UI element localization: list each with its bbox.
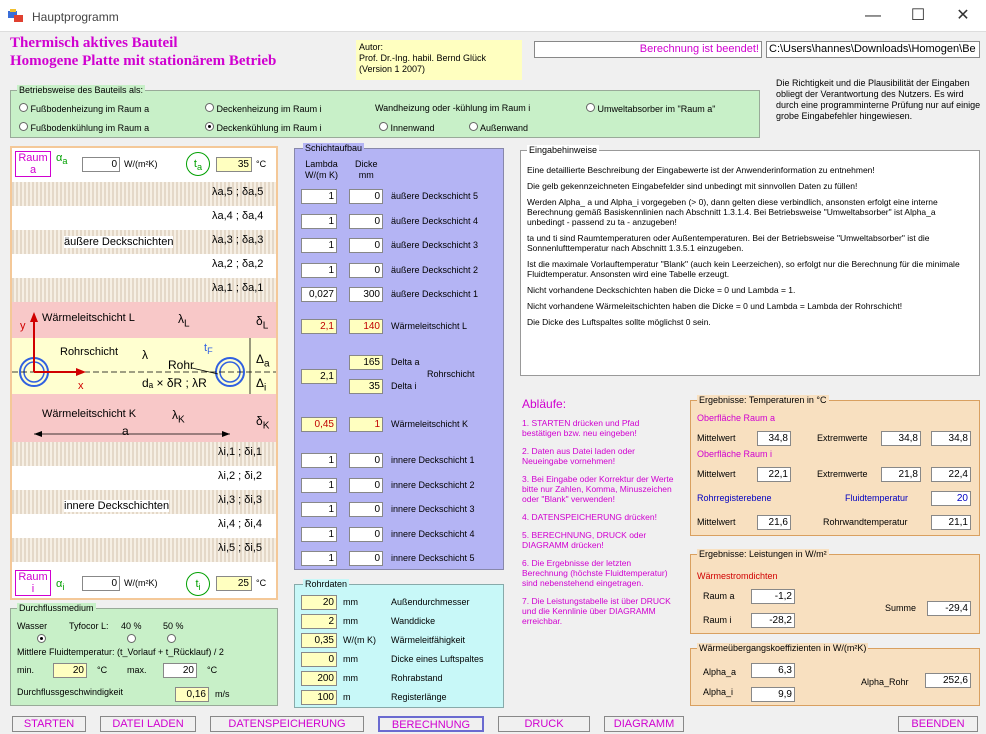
surface-a-label: Oberfläche Raum a [697, 413, 776, 423]
inner-layer-2-label: λi,2 ; δi,2 [218, 470, 263, 482]
alpha-a-unit: W/(m²K) [124, 159, 158, 169]
start-button[interactable]: STARTEN [12, 716, 86, 732]
outer-thickness-input[interactable]: 0 [349, 214, 383, 229]
wall-label: Wandheizung oder -kühlung im Raum i [375, 103, 531, 113]
lambda-l-label: $\lambda_L$ [178, 312, 190, 330]
medium-legend: Durchflussmedium [19, 603, 94, 613]
pipe-data-unit: mm [343, 654, 358, 664]
maximize-button[interactable]: ☐ [910, 7, 926, 24]
extreme-i-label: Extremwerte [817, 469, 868, 479]
fluid-temp-label: Mittlere Fluidtemperatur: (t_Vorlauf + t_Rücklauf) / 2 [17, 647, 224, 657]
surface-i-label: Oberfläche Raum i [697, 449, 773, 459]
outer-layer-5-label: λa,5 ; δa,5 [212, 186, 264, 198]
pipe-data-input[interactable]: 2 [301, 614, 337, 629]
radio-icon [19, 122, 28, 131]
pipe-data-input[interactable]: 200 [301, 671, 337, 686]
delta-i-label: $\Delta_i$ [256, 376, 267, 394]
results-power-group [690, 549, 980, 634]
alpha-i-input[interactable]: 0 [82, 576, 120, 591]
radio-fbh[interactable]: Fußbodenheizung im Raum a [19, 103, 149, 114]
rohr2-label: Rohr [168, 358, 195, 372]
inner-layer-3-label: λi,3 ; δi,3 [218, 494, 263, 506]
rohr-formula: dₐ × δR ; λR [142, 376, 207, 390]
layer-setup-legend: Schichtaufbau [305, 143, 363, 153]
alpha-i-symbol: $\alpha_i$ [56, 578, 65, 593]
delta-a-input[interactable]: 165 [349, 355, 383, 370]
lambda-header: Lambda W/(m K) [305, 159, 338, 180]
raum-a-box: Raum a [15, 151, 51, 177]
exit-button[interactable]: BEENDEN [898, 716, 978, 732]
pipe-data-unit: mm [343, 616, 358, 626]
input-hints-legend: Eingabehinweise [529, 145, 598, 155]
mode-group [10, 85, 760, 138]
radio-dh[interactable]: Deckenheizung im Raum i [205, 103, 322, 114]
radio-ua[interactable]: Umweltabsorber im "Raum a" [586, 103, 715, 114]
ti-circle: $t_i$ [186, 572, 210, 596]
extreme-a-max: 34,8 [931, 431, 971, 446]
layer-setup-group [294, 143, 504, 570]
alpha-a-result: 6,3 [751, 663, 795, 678]
outer-layer-name: äußere Deckschicht 2 [391, 264, 479, 275]
radio-iw[interactable]: Innenwand [379, 122, 435, 133]
alpha-a-input[interactable]: 0 [82, 157, 120, 172]
hint-paragraph: Werden Alpha_ a und Alpha_i vorgegeben (> 0), dann gelten diese verbindlich, ansonsten erfolgt eine interne Berechnung gemäß Basiskennlinien nach Abschnitt 1.3.1.4. Bei Betriebsweise "Umweltabsorber" ist Alpha_a unbedingt - passend zu ta - anzugeben! [527, 197, 938, 227]
radio-icon [205, 103, 214, 112]
alpha-a-result-label: Alpha_a [703, 667, 737, 677]
pipe-data-input[interactable]: 0,35 [301, 633, 337, 648]
outer-lambda-input[interactable]: 1 [301, 189, 337, 204]
wls-l-name: Wärmeleitschicht L [391, 321, 468, 331]
outer-layer-2-label: λa,2 ; δa,2 [212, 258, 264, 270]
inner-lambda-input[interactable]: 1 [301, 502, 337, 517]
outer-layer-name: äußere Deckschicht 3 [391, 240, 479, 250]
mean-i-value: 22,1 [757, 467, 791, 482]
results-temp-legend: Ergebnisse: Temperaturen in °C [699, 395, 827, 405]
results-alpha-legend: Wärmeübergangskoeffizienten in W/(m²K) [699, 643, 867, 653]
outer-thickness-input[interactable]: 300 [349, 287, 383, 302]
max-temp-input[interactable]: 20 [163, 663, 197, 678]
radio-40[interactable] [127, 634, 136, 643]
ti-unit: °C [256, 578, 267, 588]
inner-layer-1-label: λi,1 ; δi,1 [218, 446, 263, 458]
procedure-step: 1. STARTEN drücken und Pfad bestätigen bzw. neu eingeben! [522, 418, 640, 438]
author-label: Autor: [359, 42, 384, 52]
author-box [356, 40, 522, 80]
hint-paragraph: Die gelb gekennzeichneten Eingabefelder sind unbedingt mit sinnvollen Daten zu füllen! [527, 181, 858, 191]
author-name: Prof. Dr.-Ing. habil. Bernd Glück [359, 53, 487, 63]
wls-k-thickness[interactable]: 1 [349, 417, 383, 432]
inner-layers-label: innere Deckschichten [64, 500, 170, 512]
delta-l-label: $\delta_L$ [256, 314, 269, 332]
results-temp-group [690, 395, 980, 536]
delta-i-input[interactable]: 35 [349, 379, 383, 394]
pipe-data-input[interactable]: 100 [301, 690, 337, 705]
flow-speed-input[interactable]: 0,16 [175, 687, 209, 702]
hint-paragraph: Ist die maximale Vorlauftemperatur "Blank" (auch kein Leerzeichen), so erfolgt nur die Berechnung für die minimale Fluidtemperatur. Ansonsten wird eine Tabelle erzeugt. [527, 259, 960, 279]
flow-speed-label: Durchflussgeschwindigkeit [17, 687, 124, 697]
outer-layer-name: äußere Deckschicht 5 [391, 191, 479, 201]
flow-speed-unit: m/s [215, 689, 230, 699]
mean-r-value: 21,6 [757, 515, 791, 530]
radio-icon [379, 122, 388, 131]
mode-legend: Betriebsweise des Bauteils als: [19, 85, 144, 95]
min-label: min. [17, 665, 35, 675]
radio-icon [19, 103, 28, 112]
procedure-step: 4. DATENSPEICHERUNG drücken! [522, 512, 657, 522]
alpha-i-unit: W/(m²K) [124, 578, 158, 588]
raum-i-box: Raum i [15, 570, 51, 596]
ta-input[interactable]: 35 [216, 157, 252, 172]
outer-lambda-input[interactable]: 1 [301, 238, 337, 253]
pipe-wall-temp: 21,1 [931, 515, 971, 530]
input-hints-text [527, 165, 973, 333]
close-button[interactable]: ✕ [956, 7, 970, 24]
alpha-a-symbol: $\alpha_a$ [56, 152, 68, 167]
hint-paragraph: Die Dicke des Luftspaltes sollte möglichst 0 sein. [527, 317, 711, 327]
x-axis-label: x [78, 380, 84, 392]
wls-k-label: Wärmeleitschicht K [42, 408, 137, 420]
delta-k-label: $\delta_K$ [256, 414, 270, 432]
outer-layer-3-label: λa,3 ; δa,3 [212, 234, 264, 246]
inner-thickness-input[interactable]: 0 [349, 453, 383, 468]
inner-thickness-input[interactable]: 0 [349, 551, 383, 566]
procedure-step: 5. BERECHNUNG, DRUCK oder DIAGRAMM drücken! [522, 530, 647, 550]
ti-input[interactable]: 25 [216, 576, 252, 591]
min-unit: °C [97, 665, 108, 675]
pipe-data-group [294, 579, 504, 708]
wls-k-lambda[interactable]: 0,45 [301, 417, 337, 432]
pipe-data-name: Rohrabstand [391, 673, 443, 683]
mean-a-label: Mittelwert [697, 433, 736, 443]
inner-layer-name: innere Deckschicht 2 [391, 479, 475, 490]
outer-layer-name: äußere Deckschicht 4 [391, 215, 479, 226]
inner-layer-name: innere Deckschicht 4 [391, 528, 475, 539]
wls-l-label: Wärmeleitschicht L [42, 312, 135, 324]
outer-thickness-input[interactable]: 0 [349, 189, 383, 204]
min-temp-input[interactable]: 20 [53, 663, 87, 678]
alpha-rohr-label: Alpha_Rohr [861, 677, 909, 687]
pipe-drawing [12, 308, 276, 398]
disclaimer-text: Die Richtigkeit und die Plausibilität der Eingaben obliegt der Verantwortung des Nutzers. Es wird durch eine programminterne Prüfung nur auf einige grobe Eingabefehler hingewiesen. [776, 78, 981, 121]
tyfocor-label: Tyfocor L: [69, 621, 109, 631]
radio-50[interactable] [167, 634, 176, 643]
wls-k-name: Wärmeleitschicht K [391, 419, 469, 429]
path-field[interactable]: C:\Users\hannes\Downloads\Homogen\Be [766, 41, 980, 58]
room-a-power-label: Raum a [703, 591, 735, 601]
radio-icon [469, 122, 478, 131]
wls-l-lambda[interactable]: 2,1 [301, 319, 337, 334]
procedure-step: 7. Die Leistungstabelle ist über DRUCK und die Kennlinie über DIAGRAMM erreichbar. [522, 596, 671, 626]
pipe-wall-temp-label: Rohrwandtemperatur [823, 517, 908, 527]
pipe-data-name: Außendurchmesser [391, 597, 470, 607]
inner-layer-name: innere Deckschicht 5 [391, 553, 475, 563]
alpha-rohr-result: 252,6 [925, 673, 971, 688]
sum-label: Summe [885, 603, 917, 613]
radio-icon [586, 103, 595, 112]
procedure-title: Abläufe: [522, 397, 567, 411]
radio-aw[interactable]: Außenwand [469, 122, 528, 133]
pipe-data-unit: W/(m K) [343, 635, 376, 645]
p50-label: 50 % [163, 621, 184, 631]
inner-thickness-input[interactable]: 0 [349, 478, 383, 493]
save-data-button[interactable]: DATENSPEICHERUNG [210, 716, 364, 732]
room-a-power: -1,2 [751, 589, 795, 604]
rohr-lambda-input[interactable]: 2,1 [301, 369, 337, 384]
hint-paragraph: Eine detaillierte Beschreibung der Eingabewerte ist der Anwenderinformation zu entnehmen! [527, 165, 875, 175]
ta-circle: $t_a$ [186, 152, 210, 176]
room-i-power-label: Raum i [703, 615, 732, 625]
extreme-i-max: 22,4 [931, 467, 971, 482]
program-subtitle: Homogene Platte mit stationärem Betrieb [10, 53, 277, 69]
load-file-button[interactable]: DATEI LADEN [100, 716, 196, 732]
outer-thickness-input[interactable]: 0 [349, 263, 383, 278]
room-i-power: -28,2 [751, 613, 795, 628]
outer-lambda-input[interactable]: 1 [301, 214, 337, 229]
delta-i-name: Delta i [391, 381, 417, 391]
rohr-label: Rohrschicht [60, 346, 119, 358]
extreme-a-min: 34,8 [881, 431, 921, 446]
pipe-data-unit: mm [343, 673, 358, 683]
outer-layers-label: äußere Deckschichten [64, 236, 174, 248]
inner-lambda-input[interactable]: 1 [301, 527, 337, 542]
a-dimension [12, 420, 276, 440]
inner-thickness-input[interactable]: 0 [349, 502, 383, 517]
hint-paragraph: ta und ti sind Raumtemperaturen oder Außentemperaturen. Bei der Betriebsweise "Umweltabsorber" ist die Sonnenlufttemperatur nach Abschnitt 1.3.5.1 einzugeben. [527, 233, 930, 253]
hint-paragraph: Nicht vorhandene Deckschichten haben die Dicke = 0 und Lambda = 1. [527, 285, 796, 295]
pipe-data-name: Dicke eines Luftspaltes [391, 654, 484, 664]
pipe-data-name: Registerlänge [391, 692, 447, 702]
inner-layer-name: innere Deckschicht 1 [391, 455, 475, 465]
outer-lambda-input[interactable]: 1 [301, 263, 337, 278]
version: (Version 1 2007) [359, 64, 426, 74]
thickness-header: Dicke mm [355, 159, 378, 180]
alpha-i-result-label: Alpha_i [703, 687, 734, 697]
inner-layer-name: innere Deckschicht 3 [391, 504, 475, 514]
max-unit: °C [207, 665, 218, 675]
rohr-name: Rohrschicht [427, 369, 475, 379]
rohr-lambda: λ [142, 348, 148, 362]
pipe-data-unit: m [343, 692, 351, 702]
heat-flux-label: Wärmestromdichten [697, 571, 778, 581]
p40-label: 40 % [121, 621, 142, 631]
inner-thickness-input[interactable]: 0 [349, 527, 383, 542]
outer-lambda-input[interactable]: 0,027 [301, 287, 337, 302]
ta-unit: °C [256, 159, 267, 169]
tf-label: $t_F$ [204, 342, 213, 357]
extreme-i-min: 21,8 [881, 467, 921, 482]
app-icon [8, 9, 24, 23]
input-hints-group [520, 145, 980, 376]
results-power-legend: Ergebnisse: Leistungen in W/m² [699, 549, 827, 559]
pipe-data-input[interactable]: 0 [301, 652, 337, 667]
max-label: max. [127, 665, 147, 675]
sum-power: -29,4 [927, 601, 971, 616]
outer-layer-4-label: λa,4 ; δa,4 [212, 210, 264, 222]
radio-selected-icon [205, 122, 214, 131]
procedure-text [522, 418, 678, 634]
mean-r-label: Mittelwert [697, 517, 736, 527]
fluid-temp-result-label: Fluidtemperatur [845, 493, 909, 503]
hint-paragraph: Nicht vorhandene Wärmeleitschichten haben die Dicke = 0 und Lambda = Lambda der Rohrschicht! [527, 301, 903, 311]
outer-layer-name: äußere Deckschicht 1 [391, 289, 479, 299]
window-title: Hauptprogramm [32, 10, 119, 24]
pipe-data-legend: Rohrdaten [305, 579, 348, 589]
radio-dk[interactable]: Deckenkühlung im Raum i [205, 122, 322, 133]
fluid-temp-result: 20 [931, 491, 971, 506]
status-field: Berechnung ist beendet! [534, 41, 762, 58]
calculate-button[interactable]: BERECHNUNG [378, 716, 484, 732]
lambda-k-label: $\lambda_K$ [172, 408, 185, 426]
pipe-data-name: Wanddicke [391, 616, 436, 626]
mean-i-label: Mittelwert [697, 469, 736, 479]
outer-thickness-input[interactable]: 0 [349, 238, 383, 253]
inner-lambda-input[interactable]: 1 [301, 551, 337, 566]
alpha-i-result: 9,9 [751, 687, 795, 702]
outer-layer-1-label: λa,1 ; δa,1 [212, 282, 264, 294]
procedure-step: 3. Bei Eingabe oder Korrektur der Werte bitte nur Zahlen, Komma, Minuszeichen oder "Blank" verwenden! [522, 474, 674, 504]
pipe-data-unit: mm [343, 597, 358, 607]
minimize-button[interactable]: — [865, 7, 881, 24]
water-label: Wasser [17, 621, 48, 631]
procedure-step: 6. Die Ergebnisse der letzten Berechnung (höchste Fluidtemperatur) sind nebenstehend eingetragen. [522, 558, 668, 588]
pipe-data-name: Wärmeleitfähigkeit [391, 635, 466, 645]
inner-lambda-input[interactable]: 1 [301, 453, 337, 468]
radio-fbk[interactable]: Fußbodenkühlung im Raum a [19, 122, 149, 133]
pipe-plane-label: Rohrregisterebene [697, 493, 772, 503]
print-button[interactable]: DRUCK [498, 716, 590, 732]
a-label: a [122, 424, 129, 438]
delta-a-name: Delta a [391, 357, 420, 367]
diagram-button[interactable]: DIAGRAMM [604, 716, 684, 732]
y-axis-label: y [20, 320, 26, 332]
extreme-a-label: Extremwerte [817, 433, 868, 443]
mean-a-value: 34,8 [757, 431, 791, 446]
inner-lambda-input[interactable]: 1 [301, 478, 337, 493]
procedure-step: 2. Daten aus Datei laden oder Neueingabe vornehmen! [522, 446, 635, 466]
delta-a-label: $\Delta_a$ [256, 352, 270, 370]
inner-layer-5-label: λi,5 ; δi,5 [218, 542, 263, 554]
title-bar [0, 0, 986, 32]
radio-water[interactable] [37, 634, 46, 643]
pipe-data-input[interactable]: 20 [301, 595, 337, 610]
construction-diagram [10, 146, 278, 600]
medium-group [10, 603, 278, 706]
wls-l-thickness[interactable]: 140 [349, 319, 383, 334]
program-title: Thermisch aktives Bauteil [10, 35, 178, 51]
inner-layer-4-label: λi,4 ; δi,4 [218, 518, 263, 530]
results-alpha-group [690, 643, 980, 706]
